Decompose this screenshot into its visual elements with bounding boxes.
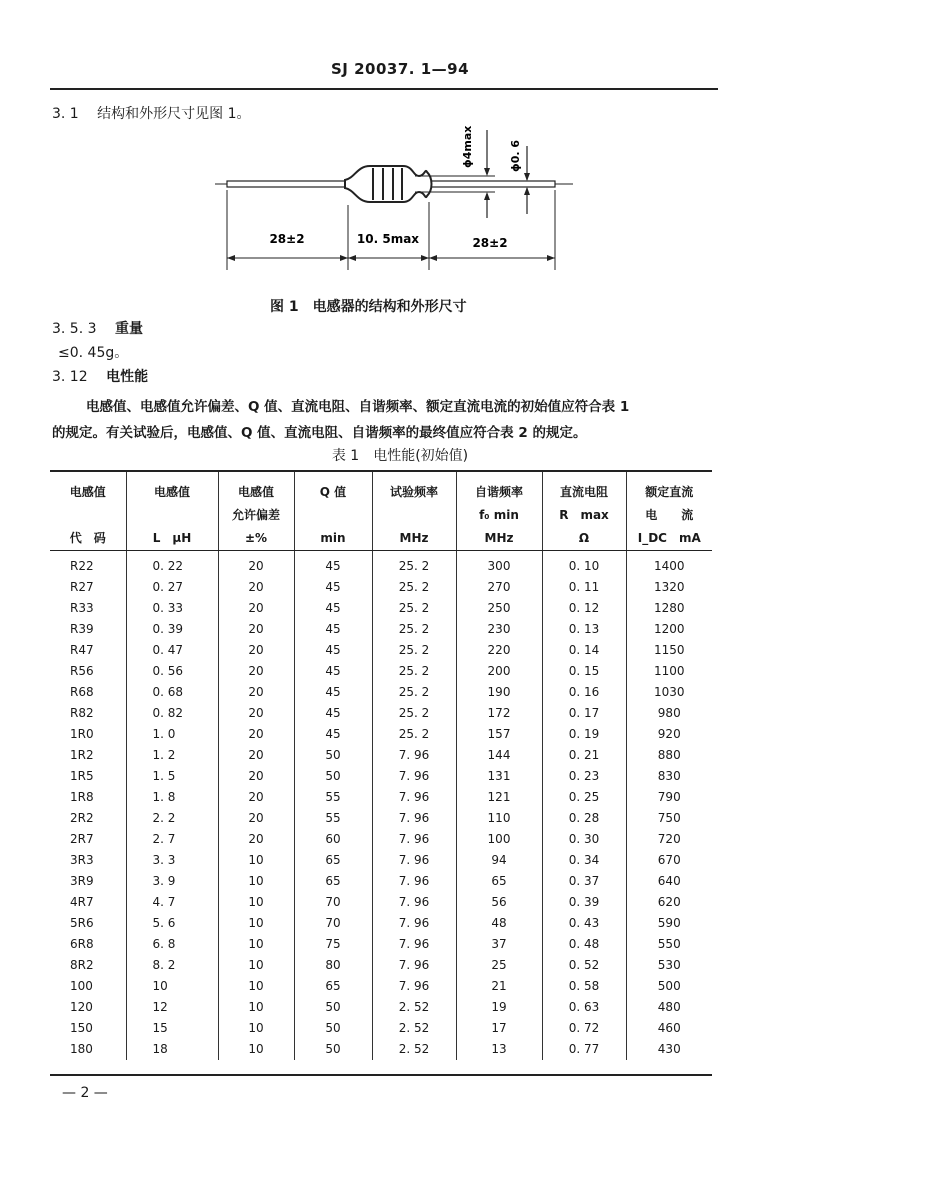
table-cell: 550 [626,934,712,955]
table-cell: 25. 2 [372,724,456,745]
table-cell: 25 [456,955,542,976]
table-cell: 6. 8 [126,934,218,955]
table-body [50,551,712,1061]
table-cell: 7. 96 [372,871,456,892]
table-cell: 0. 17 [542,703,626,724]
header-line: Ω [578,531,590,545]
table-cell: 20 [218,724,294,745]
table-header-cell [626,471,712,551]
paragraph-line-1: 电感值、电感值允许偏差、Q 值、直流电阻、自谐频率、额定直流电流的初始值应符合表 1 [86,399,630,415]
table-cell: 790 [626,787,712,808]
table-cell: 55 [294,787,372,808]
header-line: ±% [244,531,268,545]
table-header-cell [456,471,542,551]
table-cell: 250 [456,598,542,619]
table-cell: 7. 96 [372,808,456,829]
table-cell: 20 [218,766,294,787]
table-cell: 157 [456,724,542,745]
header-line: f₀ min [479,508,519,522]
table-header-cell [50,471,126,551]
table-header-cell [542,471,626,551]
table-cell: 25. 2 [372,640,456,661]
table-row [50,955,712,976]
electrical-table [50,470,712,1060]
table-cell: 17 [456,1018,542,1039]
table-cell: 620 [626,892,712,913]
table-cell: 65 [456,871,542,892]
table-cell: R22 [70,559,94,573]
table-cell: 7. 96 [372,766,456,787]
table-cell: 0. 63 [542,997,626,1018]
section-3-12-title: 电性能 [106,369,149,385]
table-cell: 0. 13 [542,619,626,640]
table-cell: 830 [626,766,712,787]
table-row [50,934,712,955]
table-cell: 50 [294,997,372,1018]
table-row [50,551,712,578]
right-lead-length: 28±2 [472,236,508,250]
inductor-dimension-figure [205,110,585,280]
table-bottom-rule [50,1074,712,1076]
table-cell: R47 [70,643,94,657]
table-cell: 144 [456,745,542,766]
table-cell: 4R7 [70,895,94,909]
table-cell: 45 [294,724,372,745]
table-cell: 60 [294,829,372,850]
table-cell: 640 [626,871,712,892]
table-cell: 300 [456,551,542,578]
table-cell: 500 [626,976,712,997]
table-cell: 1R8 [70,790,94,804]
table-cell: 25. 2 [372,577,456,598]
table-row [50,598,712,619]
table-cell: 1. 8 [126,787,218,808]
table-cell: 3. 9 [126,871,218,892]
table-cell: 5R6 [70,916,94,930]
header-line: 电感值 [153,485,190,499]
weight-value: ≤0. 45g。 [58,345,129,361]
table-cell: R27 [70,580,94,594]
table-cell: 0. 23 [542,766,626,787]
table-cell: 50 [294,1039,372,1060]
table-cell: 65 [294,871,372,892]
table-cell: 7. 96 [372,745,456,766]
table-cell: 6R8 [70,937,94,951]
table-cell: 5. 6 [126,913,218,934]
header-line: 电 流 [645,508,694,522]
table-cell: 50 [294,1018,372,1039]
table-cell: 20 [218,598,294,619]
table-cell: 0. 58 [542,976,626,997]
table-cell: 430 [626,1039,712,1060]
table-row [50,913,712,934]
table-cell: 45 [294,682,372,703]
header-line: R max [559,508,609,522]
body-length: 10. 5max [356,232,420,246]
table-cell: 13 [456,1039,542,1060]
table-cell: 2. 7 [126,829,218,850]
section-3-1-text: 结构和外形尺寸见图 1。 [97,106,251,122]
table-cell: 20 [218,829,294,850]
table-cell: 10 [218,1039,294,1060]
table-cell: 8. 2 [126,955,218,976]
table-cell: 0. 37 [542,871,626,892]
table-cell: 7. 96 [372,913,456,934]
table-cell: 3R9 [70,874,94,888]
section-3-1-number: 3. 1 [52,106,79,122]
table-row [50,871,712,892]
table-cell: 220 [456,640,542,661]
table-cell: 50 [294,766,372,787]
header-line: 代 码 [69,531,106,545]
header-line: 允许偏差 [231,508,280,522]
table-row [50,1039,712,1060]
table-cell: R82 [70,706,94,720]
table-header-row [50,471,712,551]
table-row [50,808,712,829]
table-cell: 45 [294,661,372,682]
table-cell: 4. 7 [126,892,218,913]
table-cell: 15 [126,1018,218,1039]
table-cell: 18 [126,1039,218,1060]
table-cell: 750 [626,808,712,829]
header-line: I_DC mA [637,531,701,545]
table-cell: 7. 96 [372,787,456,808]
table-cell: 120 [70,1000,93,1014]
table-cell: 25. 2 [372,682,456,703]
header-line: L μH [152,531,192,545]
header-line: min [320,531,346,545]
table-cell: 65 [294,850,372,871]
table-cell: 70 [294,892,372,913]
table-cell: 12 [126,997,218,1018]
table-row [50,577,712,598]
table-cell: 2R7 [70,832,94,846]
table-cell: 37 [456,934,542,955]
table-cell: 2. 2 [126,808,218,829]
table-cell: R39 [70,622,94,636]
table-cell: 150 [70,1021,93,1035]
table-cell: 480 [626,997,712,1018]
table-cell: 0. 82 [126,703,218,724]
table-cell: R33 [70,601,94,615]
table-cell: 80 [294,955,372,976]
table-cell: 25. 2 [372,551,456,578]
table-cell: 0. 25 [542,787,626,808]
table-cell: 670 [626,850,712,871]
section-3-5-3-number: 3. 5. 3 [52,321,97,337]
figure-caption: 图 1 电感器的结构和外形尺寸 [270,299,467,315]
table-cell: 10 [126,976,218,997]
table-cell: 190 [456,682,542,703]
header-line: 额定直流 [645,485,694,499]
table-cell: 7. 96 [372,976,456,997]
table-cell: 1. 2 [126,745,218,766]
lead-diameter-label: ϕ0. 6 [509,139,522,172]
body-diameter-label: ϕ4max [461,125,474,168]
table-cell: 1150 [626,640,712,661]
table-cell: 55 [294,808,372,829]
table-cell: R68 [70,685,94,699]
table-cell: 7. 96 [372,892,456,913]
table-cell: 10 [218,913,294,934]
header-line: 自谐频率 [474,485,523,499]
table-row [50,1018,712,1039]
table-cell: 56 [456,892,542,913]
table-cell: 25. 2 [372,661,456,682]
table-cell: 0. 11 [542,577,626,598]
table-cell: 20 [218,808,294,829]
table-cell: 100 [70,979,93,993]
table-cell: 0. 68 [126,682,218,703]
table-cell: 0. 48 [542,934,626,955]
table-cell: 94 [456,850,542,871]
header-line: 电感值 [69,485,106,499]
table-cell: 1100 [626,661,712,682]
table-cell: 50 [294,745,372,766]
table-cell: 19 [456,997,542,1018]
table-cell: 1R5 [70,769,94,783]
table-cell: 0. 27 [126,577,218,598]
table-cell: 180 [70,1042,93,1056]
header-line: MHz [484,531,514,545]
header-line: MHz [399,531,429,545]
section-3-12 [52,366,148,386]
table-cell: 0. 72 [542,1018,626,1039]
table-cell: 1400 [626,551,712,578]
table-cell: 980 [626,703,712,724]
table-cell: 0. 47 [126,640,218,661]
section-3-12-number: 3. 12 [52,369,88,385]
table-cell: 20 [218,551,294,578]
table-cell: 7. 96 [372,829,456,850]
table-header-cell [126,471,218,551]
table-cell: 10 [218,955,294,976]
table-cell: 0. 77 [542,1039,626,1060]
table-row [50,724,712,745]
table-cell: 172 [456,703,542,724]
table-cell: 2. 52 [372,1039,456,1060]
table-row [50,703,712,724]
table-row [50,997,712,1018]
table-cell: 70 [294,913,372,934]
table-cell: 0. 22 [126,551,218,578]
table-cell: 20 [218,682,294,703]
table-cell: 45 [294,640,372,661]
table-cell: 45 [294,577,372,598]
table-cell: 590 [626,913,712,934]
table-caption: 表 1 电性能(初始值) [331,448,469,464]
table-cell: 0. 43 [542,913,626,934]
header-rule [50,88,718,90]
table-cell: 920 [626,724,712,745]
table-cell: 20 [218,577,294,598]
table-cell: 530 [626,955,712,976]
left-lead-length: 28±2 [269,232,305,246]
table-row [50,850,712,871]
table-cell: 45 [294,598,372,619]
header-line: Q 值 [319,485,347,499]
table-cell: 460 [626,1018,712,1039]
header-line: 电感值 [237,485,274,499]
table-cell: 45 [294,703,372,724]
table-cell: 25. 2 [372,619,456,640]
table-cell: 880 [626,745,712,766]
table-cell: 1. 0 [126,724,218,745]
table-cell: 3R3 [70,853,94,867]
table-header-cell [372,471,456,551]
table-cell: 720 [626,829,712,850]
table-cell: 10 [218,850,294,871]
inductor-body [345,166,432,202]
table-row [50,787,712,808]
table-cell: 200 [456,661,542,682]
table-cell: 10 [218,934,294,955]
table-cell: 0. 39 [542,892,626,913]
table-cell: 20 [218,661,294,682]
table-cell: 0. 33 [126,598,218,619]
table-cell: 2. 52 [372,1018,456,1039]
table-cell: 1R0 [70,727,94,741]
table-cell: 100 [456,829,542,850]
table-cell: 110 [456,808,542,829]
table-row [50,745,712,766]
table-cell: 10 [218,997,294,1018]
page-number: — 2 — [62,1085,108,1101]
left-lead [227,181,352,187]
table-cell: 7. 96 [372,934,456,955]
table-header-cell [294,471,372,551]
table-cell: 20 [218,640,294,661]
table-cell: 1280 [626,598,712,619]
table-cell: 230 [456,619,542,640]
table-row [50,829,712,850]
table-cell: 2. 52 [372,997,456,1018]
paragraph-line-2: 的规定。有关试验后，电感值、Q 值、直流电阻、自谐频率的最终值应符合表 2 的规定。 [52,425,587,441]
table-row [50,640,712,661]
table-cell: 121 [456,787,542,808]
header-line: 直流电阻 [559,485,608,499]
table-cell: 10 [218,871,294,892]
table-cell: 0. 19 [542,724,626,745]
document-code: SJ 20037. 1—94 [330,60,470,78]
table-cell: 0. 21 [542,745,626,766]
table-cell: 45 [294,551,372,578]
table-cell: R56 [70,664,94,678]
table-header-cell [218,471,294,551]
table-cell: 1320 [626,577,712,598]
table-cell: 20 [218,787,294,808]
table-cell: 8R2 [70,958,94,972]
table-cell: 45 [294,619,372,640]
table-row [50,892,712,913]
table-cell: 25. 2 [372,598,456,619]
table-cell: 7. 96 [372,850,456,871]
table-cell: 10 [218,1018,294,1039]
table-cell: 2R2 [70,811,94,825]
table-row [50,619,712,640]
table-cell: 10 [218,892,294,913]
table-cell: 75 [294,934,372,955]
table-cell: 131 [456,766,542,787]
header-line: 试验频率 [389,485,438,499]
table-cell: 0. 14 [542,640,626,661]
table-cell: 1030 [626,682,712,703]
table-row [50,976,712,997]
table-cell: 0. 56 [126,661,218,682]
table-cell: 10 [218,976,294,997]
table-cell: 48 [456,913,542,934]
table-row [50,661,712,682]
table-cell: 0. 15 [542,661,626,682]
table-cell: 20 [218,703,294,724]
section-3-5-3-title: 重量 [114,321,143,337]
table-cell: 1R2 [70,748,94,762]
table-cell: 65 [294,976,372,997]
table-cell: 0. 30 [542,829,626,850]
table-cell: 1200 [626,619,712,640]
table-cell: 0. 39 [126,619,218,640]
table-cell: 0. 52 [542,955,626,976]
table-cell: 0. 12 [542,598,626,619]
table-cell: 3. 3 [126,850,218,871]
section-3-5-3 [52,318,143,338]
table-cell: 7. 96 [372,955,456,976]
table-cell: 270 [456,577,542,598]
table-row [50,766,712,787]
table-cell: 0. 10 [542,551,626,578]
table-row [50,682,712,703]
table-cell: 20 [218,745,294,766]
table-cell: 25. 2 [372,703,456,724]
table-cell: 0. 16 [542,682,626,703]
table-cell: 0. 28 [542,808,626,829]
table-cell: 21 [456,976,542,997]
table-cell: 1. 5 [126,766,218,787]
table-cell: 20 [218,619,294,640]
right-lead [427,181,555,187]
table-cell: 0. 34 [542,850,626,871]
